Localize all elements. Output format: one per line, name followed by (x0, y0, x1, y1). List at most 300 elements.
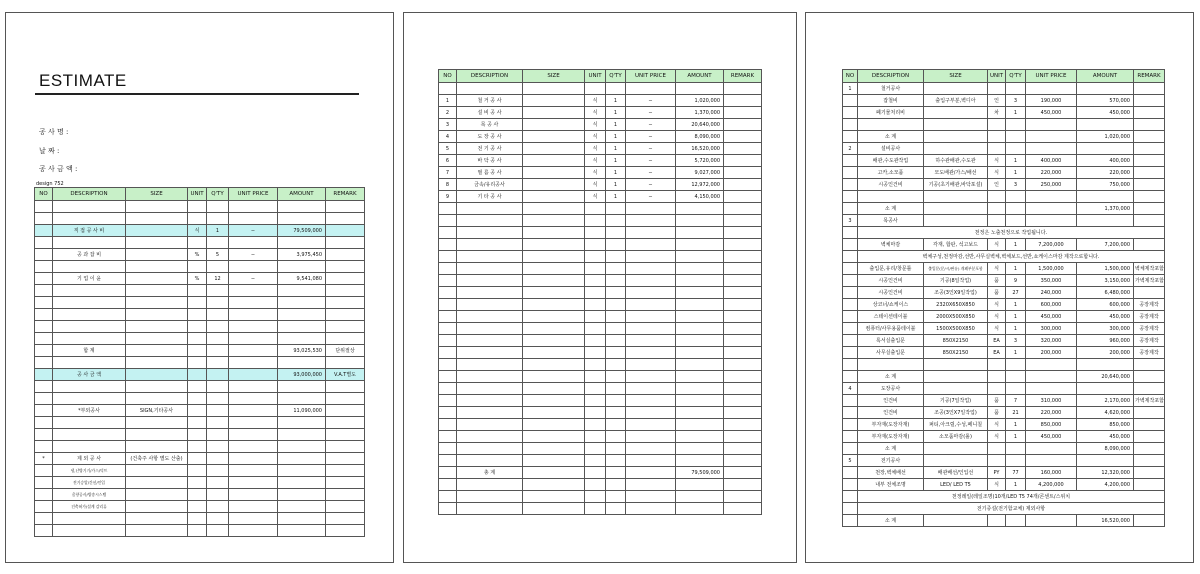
size-cell: 배관배선/인입선 (924, 467, 988, 479)
remark-cell (724, 467, 762, 479)
size-cell: (건축주 사항 별도 산출) (126, 453, 188, 465)
table-row (843, 383, 1165, 395)
qty-cell (606, 479, 626, 491)
table-row (843, 131, 1165, 143)
summary-table (34, 187, 365, 537)
unit-cell: 식 (988, 263, 1006, 275)
size-cell (126, 465, 188, 477)
description-cell (53, 213, 126, 225)
unit-price-cell (1026, 83, 1077, 95)
table-row (35, 405, 365, 417)
description-cell (457, 431, 523, 443)
unit-price-cell: − (626, 167, 676, 179)
remark-cell (326, 441, 365, 453)
remark-cell (326, 249, 365, 261)
column-header-amount: AMOUNT (1077, 70, 1134, 83)
no-cell (35, 237, 53, 249)
amount-cell (676, 491, 724, 503)
unit-cell: 식 (585, 191, 606, 203)
qty-cell: 1 (1006, 299, 1026, 311)
date-label: 날 짜 : (39, 147, 60, 155)
unit-cell: 식 (988, 239, 1006, 251)
amount-cell (676, 347, 724, 359)
size-cell: 퍼티,아크릴,수성,페니칠 (924, 419, 988, 431)
size-cell (523, 455, 585, 467)
description-cell (457, 383, 523, 395)
qty-cell (207, 321, 229, 333)
remark-cell (1134, 215, 1165, 227)
no-cell (35, 357, 53, 369)
remark-cell (724, 83, 762, 95)
size-cell (523, 479, 585, 491)
column-header-unit: UNIT (585, 70, 606, 83)
unit-cell (585, 431, 606, 443)
unit-price-cell (1026, 371, 1077, 383)
amount-cell: 12,972,000 (676, 179, 724, 191)
estimate-breakdown-page (403, 12, 797, 563)
no-cell (843, 119, 858, 131)
unit-cell (188, 381, 207, 393)
no-cell (843, 287, 858, 299)
unit-cell (585, 407, 606, 419)
description-cell: 컴퓨터/사무용품테이블 (858, 323, 924, 335)
unit-cell (188, 393, 207, 405)
description-cell: 철거공사 (858, 83, 924, 95)
unit-cell (188, 309, 207, 321)
size-cell: 기공(초기배관,바닥포설) (924, 179, 988, 191)
no-cell (439, 239, 457, 251)
no-cell (843, 323, 858, 335)
amount-cell (1077, 119, 1134, 131)
no-cell (439, 311, 457, 323)
size-cell (523, 251, 585, 263)
amount-cell: 8,090,000 (1077, 443, 1134, 455)
size-cell (523, 347, 585, 359)
size-cell (126, 261, 188, 273)
amount-cell (278, 381, 326, 393)
description-cell: 배관,수도관작업 (858, 155, 924, 167)
unit-cell (585, 299, 606, 311)
amount-cell (676, 383, 724, 395)
description-cell: 소 계 (858, 371, 924, 383)
unit-price-cell: − (626, 191, 676, 203)
qty-cell (1006, 119, 1026, 131)
size-cell (126, 201, 188, 213)
description-cell (457, 263, 523, 275)
unit-cell (585, 227, 606, 239)
qty-cell: 3 (1006, 335, 1026, 347)
blank-row (35, 309, 365, 321)
blank-row (439, 203, 762, 215)
unit-price-cell (229, 333, 278, 345)
blank-row (35, 393, 365, 405)
no-cell (843, 191, 858, 203)
unit-price-cell (1026, 359, 1077, 371)
qty-cell (606, 275, 626, 287)
unit-cell (988, 383, 1006, 395)
unit-price-cell: − (626, 119, 676, 131)
amount-cell: 1,020,000 (676, 95, 724, 107)
qty-cell (207, 405, 229, 417)
unit-cell: PY (988, 467, 1006, 479)
column-header-qty: Q'TY (1006, 70, 1026, 83)
unit-price-cell (626, 359, 676, 371)
description-cell (457, 371, 523, 383)
remark-cell (326, 489, 365, 501)
description-cell: 전기공사 (858, 455, 924, 467)
blank-row (439, 491, 762, 503)
remark-cell (326, 501, 365, 513)
blank-row (35, 201, 365, 213)
note-cell: 전기증설(전기함교체) 제외사항 (858, 503, 1165, 515)
qty-cell (606, 251, 626, 263)
size-cell (523, 431, 585, 443)
qty-cell (606, 299, 626, 311)
no-cell (439, 503, 457, 515)
no-cell (35, 273, 53, 285)
qty-cell: 5 (207, 249, 229, 261)
unit-cell: 품 (988, 287, 1006, 299)
remark-cell (724, 479, 762, 491)
amount-cell (278, 321, 326, 333)
qty-cell (606, 347, 626, 359)
unit-price-cell (626, 347, 676, 359)
unit-cell: 식 (988, 155, 1006, 167)
size-cell (523, 371, 585, 383)
qty-cell (1006, 359, 1026, 371)
qty-cell (1006, 131, 1026, 143)
blank-row (439, 407, 762, 419)
unit-price-cell (626, 503, 676, 515)
amount-cell: 93,025,530 (278, 345, 326, 357)
table-row (439, 167, 762, 179)
remark-cell (724, 131, 762, 143)
unit-price-cell (1026, 131, 1077, 143)
qty-cell (207, 417, 229, 429)
unit-price-cell: 250,000 (1026, 179, 1077, 191)
unit-price-cell (626, 323, 676, 335)
description-cell (457, 287, 523, 299)
no-cell (439, 287, 457, 299)
size-cell (924, 191, 988, 203)
table-row (35, 453, 365, 465)
unit-cell (585, 503, 606, 515)
unit-price-cell (229, 441, 278, 453)
unit-cell: % (188, 273, 207, 285)
blank-row (35, 513, 365, 525)
unit-cell (188, 501, 207, 513)
no-cell (439, 395, 457, 407)
unit-price-cell: 320,000 (1026, 335, 1077, 347)
amount-cell (1077, 83, 1134, 95)
unit-price-cell (626, 431, 676, 443)
unit-price-cell: 450,000 (1026, 107, 1077, 119)
remark-cell (326, 357, 365, 369)
qty-cell: 1 (606, 107, 626, 119)
qty-cell (207, 525, 229, 537)
unit-cell: 식 (585, 95, 606, 107)
remark-cell (724, 323, 762, 335)
size-cell (126, 525, 188, 537)
amount-cell: 8,090,000 (676, 131, 724, 143)
amount-cell: 20,640,000 (676, 119, 724, 131)
no-cell (35, 249, 53, 261)
unit-cell (585, 419, 606, 431)
table-row (843, 203, 1165, 215)
unit-cell (585, 323, 606, 335)
description-cell (53, 381, 126, 393)
column-header-unit-price: UNIT PRICE (1026, 70, 1077, 83)
column-header-no: NO (439, 70, 457, 83)
size-cell (523, 191, 585, 203)
table-row (439, 119, 762, 131)
amount-cell (676, 407, 724, 419)
unit-price-cell (1026, 143, 1077, 155)
qty-cell (606, 407, 626, 419)
no-cell: 2 (439, 107, 457, 119)
size-cell (523, 419, 585, 431)
remark-cell (724, 395, 762, 407)
no-cell (35, 369, 53, 381)
qty-cell: 27 (1006, 287, 1026, 299)
remark-cell (326, 525, 365, 537)
description-cell (53, 297, 126, 309)
table-row (843, 347, 1165, 359)
blank-row (439, 299, 762, 311)
title-underline (35, 93, 359, 95)
description-cell (53, 309, 126, 321)
remark-cell (1134, 179, 1165, 191)
remark-cell (1134, 191, 1165, 203)
blank-row (439, 395, 762, 407)
size-cell: 소모품마감(롤) (924, 431, 988, 443)
no-cell (439, 263, 457, 275)
remark-cell (724, 239, 762, 251)
qty-cell (1006, 143, 1026, 155)
size-cell (126, 249, 188, 261)
amount-cell (278, 525, 326, 537)
no-cell: 6 (439, 155, 457, 167)
unit-price-cell: 220,000 (1026, 407, 1077, 419)
size-cell (126, 441, 188, 453)
amount-cell: 1,500,000 (1077, 263, 1134, 275)
amount-cell: 16,520,000 (1077, 515, 1134, 527)
size-cell (523, 227, 585, 239)
column-header-unit-price: UNIT PRICE (626, 70, 676, 83)
unit-cell: 식 (585, 167, 606, 179)
description-cell (457, 491, 523, 503)
blank-row (439, 239, 762, 251)
remark-cell (724, 407, 762, 419)
blank-row (439, 347, 762, 359)
size-cell (126, 489, 188, 501)
unit-price-cell: 400,000 (1026, 155, 1077, 167)
unit-price-cell (626, 311, 676, 323)
unit-price-cell (229, 513, 278, 525)
size-cell: 조공(3인X7일작업) (924, 407, 988, 419)
no-cell (843, 95, 858, 107)
qty-cell (606, 203, 626, 215)
unit-price-cell: 450,000 (1026, 431, 1077, 443)
amount-cell: 20,640,000 (1077, 371, 1134, 383)
remark-cell: 단위절상 (326, 345, 365, 357)
unit-price-cell (626, 263, 676, 275)
amount-cell (278, 285, 326, 297)
column-header-amount: AMOUNT (278, 188, 326, 201)
no-cell (35, 477, 53, 489)
table-row (843, 419, 1165, 431)
amount-cell: 5,720,000 (676, 155, 724, 167)
table-row (843, 431, 1165, 443)
blank-row (439, 359, 762, 371)
remark-cell (724, 455, 762, 467)
size-cell (924, 215, 988, 227)
no-cell: 3 (843, 215, 858, 227)
unit-price-cell (229, 213, 278, 225)
remark-cell (326, 405, 365, 417)
no-cell (35, 501, 53, 513)
no-cell: 5 (843, 455, 858, 467)
unit-price-cell (229, 501, 278, 513)
size-cell (924, 455, 988, 467)
unit-price-cell (626, 371, 676, 383)
amount-cell: 7,200,000 (1077, 239, 1134, 251)
description-cell: 설비공사 (858, 143, 924, 155)
remark-cell (724, 443, 762, 455)
unit-price-cell: − (626, 131, 676, 143)
unit-cell (188, 477, 207, 489)
unit-price-cell (229, 201, 278, 213)
description-cell (858, 191, 924, 203)
no-cell (439, 443, 457, 455)
amount-cell (676, 419, 724, 431)
remark-cell: 공장제작 (1134, 347, 1165, 359)
unit-cell (585, 347, 606, 359)
description-cell (53, 393, 126, 405)
remark-cell (326, 381, 365, 393)
no-cell (35, 213, 53, 225)
description-cell: 시공인건비 (858, 287, 924, 299)
size-cell (126, 357, 188, 369)
description-cell (53, 237, 126, 249)
description-cell (53, 429, 126, 441)
description-cell (53, 357, 126, 369)
no-cell: 4 (439, 131, 457, 143)
qty-cell: 7 (1006, 395, 1026, 407)
amount-cell: 850,000 (1077, 419, 1134, 431)
unit-cell (188, 297, 207, 309)
table-row (843, 395, 1165, 407)
unit-cell (585, 83, 606, 95)
unit-cell (188, 357, 207, 369)
unit-price-cell (1026, 383, 1077, 395)
qty-cell: 1 (606, 155, 626, 167)
amount-cell: 79,509,000 (676, 467, 724, 479)
no-cell (439, 359, 457, 371)
note-cell: 천정레일(레일조명)10개/LED T5 74개/콘센트/스위치 (858, 491, 1165, 503)
unit-price-cell (229, 477, 278, 489)
qty-cell (606, 383, 626, 395)
table-row (35, 501, 365, 513)
unit-cell (188, 525, 207, 537)
description-cell: 소 계 (858, 131, 924, 143)
unit-cell (585, 359, 606, 371)
table-row (843, 251, 1165, 263)
blank-row (439, 335, 762, 347)
remark-cell (1134, 287, 1165, 299)
description-cell: 인건비 (858, 407, 924, 419)
size-cell (523, 119, 585, 131)
amount-cell (278, 465, 326, 477)
table-row (843, 407, 1165, 419)
unit-price-cell (626, 203, 676, 215)
size-cell: 각재, 합판, 석고보드 (924, 239, 988, 251)
description-cell: 소 계 (858, 515, 924, 527)
no-cell (843, 431, 858, 443)
qty-cell (606, 227, 626, 239)
remark-cell (326, 453, 365, 465)
amount-cell (676, 443, 724, 455)
no-cell (843, 107, 858, 119)
no-cell (843, 335, 858, 347)
unit-price-cell (626, 239, 676, 251)
amount-cell (676, 323, 724, 335)
qty-cell: 1 (1006, 311, 1026, 323)
size-cell (924, 143, 988, 155)
remark-cell (724, 215, 762, 227)
amount-cell (278, 489, 326, 501)
table-row (843, 455, 1165, 467)
description-cell: 소 계 (858, 203, 924, 215)
description-cell (457, 83, 523, 95)
unit-cell: 식 (988, 431, 1006, 443)
qty-cell (606, 239, 626, 251)
amount-cell: 9,541,080 (278, 273, 326, 285)
no-cell (35, 381, 53, 393)
unit-price-cell: − (229, 225, 278, 237)
description-cell (53, 513, 126, 525)
amount-cell (676, 455, 724, 467)
qty-cell (207, 393, 229, 405)
unit-cell (188, 417, 207, 429)
table-row (35, 273, 365, 285)
size-cell: 850X2150 (924, 347, 988, 359)
size-cell (523, 167, 585, 179)
remark-cell (326, 513, 365, 525)
remark-cell (724, 227, 762, 239)
no-cell (35, 405, 53, 417)
table-row (35, 369, 365, 381)
qty-cell (606, 215, 626, 227)
table-row (843, 323, 1165, 335)
qty-cell: 1 (606, 95, 626, 107)
table-row (439, 191, 762, 203)
blank-row (439, 443, 762, 455)
qty-cell (207, 369, 229, 381)
amount-cell (676, 227, 724, 239)
blank-row (35, 525, 365, 537)
amount-cell (1077, 359, 1134, 371)
amount-cell: 450,000 (1077, 107, 1134, 119)
table-row (843, 491, 1165, 503)
no-cell: 8 (439, 179, 457, 191)
no-cell (843, 347, 858, 359)
unit-price-cell (229, 369, 278, 381)
description-cell: 설 비 공 사 (457, 107, 523, 119)
size-cell (126, 225, 188, 237)
table-row (843, 83, 1165, 95)
table-row (843, 299, 1165, 311)
